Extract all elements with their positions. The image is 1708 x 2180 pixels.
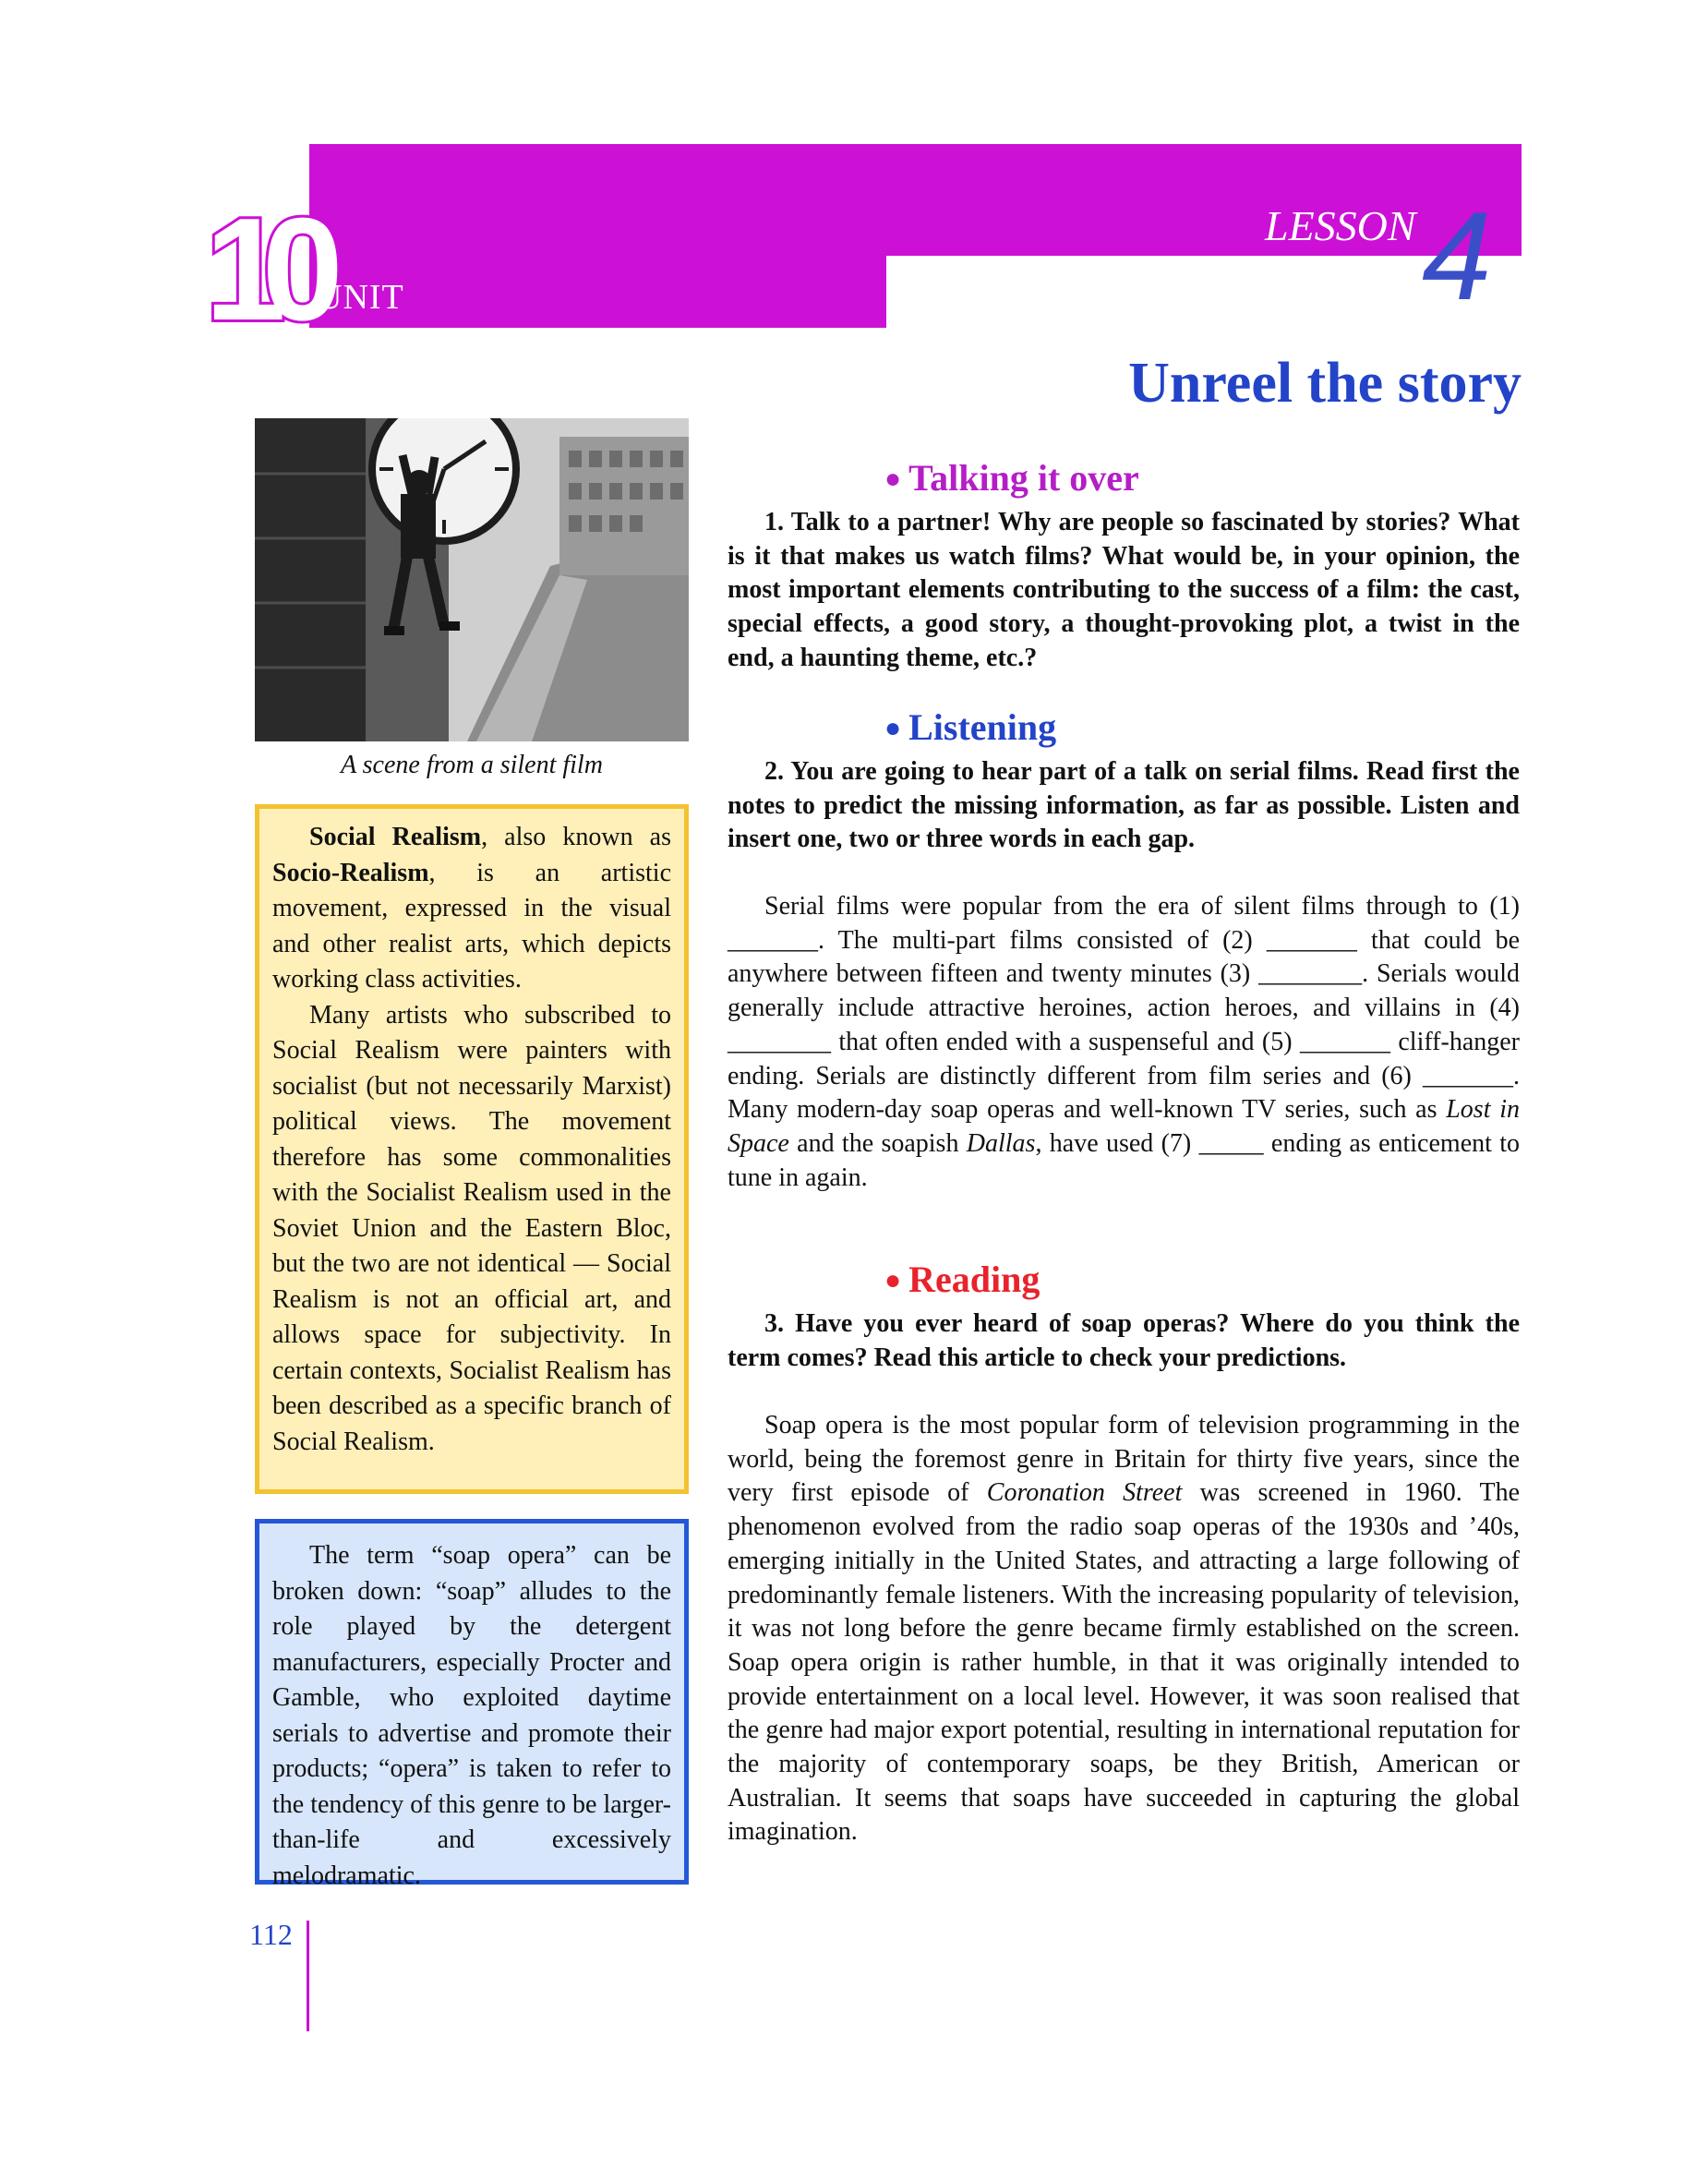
bullet-icon: ● (884, 713, 902, 743)
talking-heading (884, 456, 1139, 500)
listening-task-text: 2. You are going to hear part of a talk on serial films. Read first the notes to predict the missing information, as far as possible. Listen and insert one, two or three words in each gap. (728, 757, 1520, 854)
listening-heading (884, 705, 1056, 749)
text-run: was screened in 1960. The phenomenon evolved from the radio soap operas of the 1930s and ’40s, emerging initially in the United States, and attracting a large following of predominantly female listeners. With the increasing popularity of television, it was not long before the genre became firmly established on the screen. Soap opera origin is rather humble, in that it was originally intended to provide entertainment on a local level. However, it was soon realised that the genre had major export potential, resulting in international reputation for the majority of contemporary soaps, be they British, American or Australian. It seems that soaps have succeeded in capturing the global imagination. (728, 1478, 1520, 1847)
title-lost-in-space: Lost in Space (728, 1095, 1520, 1158)
social-realism-paragraph-2: Many artists who subscribed to Social Realism were painters with socialist (but not necessarily Marxist) political views. The movement therefore has some commonalities with the Socialist Realism used in the Soviet Union and the Eastern Bloc, but the two are not identical — Social Realism is not an official art, and allows space for subjectivity. In certain contexts, Socialist Realism has been described as a specific branch of Social Realism. (272, 1000, 671, 1456)
text-run: Soap opera is the most popular form of television programming in the world, being the foremost genre in Britain for thirty five years, since the very first episode of (728, 1411, 1520, 1508)
unit-number: 10 (205, 188, 319, 351)
text-run: , have used (7) _____ ending as enticement to tune in again. (728, 1128, 1520, 1192)
listening-gap-text (728, 890, 1520, 1195)
text-run: Serial films were popular from the era of silent films through to (1) _______. The multi-part films consisted of (2) _______ that could be anywhere between fifteen and twenty minutes (3) ________. Serials would generally include attractive heroines, action heroes, and villains in (4) ________ that often ended with a suspenseful and (5) _______ cliff-hanger ending. Serials are distinctly different from film series and (6) _______. Many modern-day soap operas and well-known TV series, such as (728, 892, 1520, 1125)
soap-opera-term-text: The term “soap opera” can be broken down: “soap” alludes to the role played by the detergent manufacturers, especially Procter and Gamble, who exploited daytime serials to advertise and promote their products; “opera” is taken to refer to the tendency of this genre to be larger-than-life and excessively melodramatic. (272, 1541, 671, 1890)
text-run: , also known as (481, 823, 671, 851)
reading-paragraph (728, 1409, 1520, 1849)
listening-task (728, 755, 1520, 857)
listening-paragraph (728, 890, 1520, 1195)
social-realism-paragraph-1 (272, 820, 671, 998)
lesson-label: LESSON (1265, 202, 1416, 249)
talking-heading-text: Talking it over (908, 457, 1139, 499)
text-run: and the soapish (788, 1128, 967, 1158)
term-social-realism: Social Realism (309, 823, 482, 851)
page-title: Unreel the story (1128, 352, 1522, 415)
unit-label: UNIT (317, 278, 404, 317)
bullet-icon: ● (884, 1265, 902, 1295)
reading-heading-text: Reading (908, 1259, 1040, 1300)
page-number: 112 (249, 1918, 293, 1951)
title-dallas: Dallas (966, 1128, 1036, 1158)
text-run: , is an artistic movement, expressed in the visual and other realist arts, which depicts working class activities. (272, 858, 671, 994)
soap-opera-term-box (255, 1519, 689, 1890)
reading-task-text: 3. Have you ever heard of soap operas? Where do you think the term comes? Read this article to check your predictions. (728, 1309, 1520, 1372)
reading-heading (884, 1258, 1040, 1301)
bullet-icon: ● (884, 464, 902, 494)
page-number-rule (307, 1921, 309, 2031)
silent-film-illustration (255, 418, 689, 741)
listening-heading-text: Listening (908, 706, 1057, 748)
reading-task (728, 1307, 1520, 1375)
lesson-number: 4 (1422, 186, 1492, 326)
reading-article (728, 1409, 1520, 1849)
photo-caption: A scene from a silent film (341, 751, 603, 779)
title-coronation-street: Coronation Street (986, 1478, 1183, 1508)
silent-film-photo (255, 418, 689, 741)
talking-task-text: 1. Talk to a partner! Why are people so fascinated by stories? What is it that makes us watch films? What would be, in your opinion, the most important elements contributing to the success of a film: the cast, special effects, a good story, a thought-provoking plot, a twist in the end, a haunting theme, etc.? (728, 508, 1520, 672)
social-realism-box (255, 804, 689, 1494)
talking-task (728, 506, 1520, 676)
term-socio-realism: Socio-Realism (272, 858, 429, 887)
